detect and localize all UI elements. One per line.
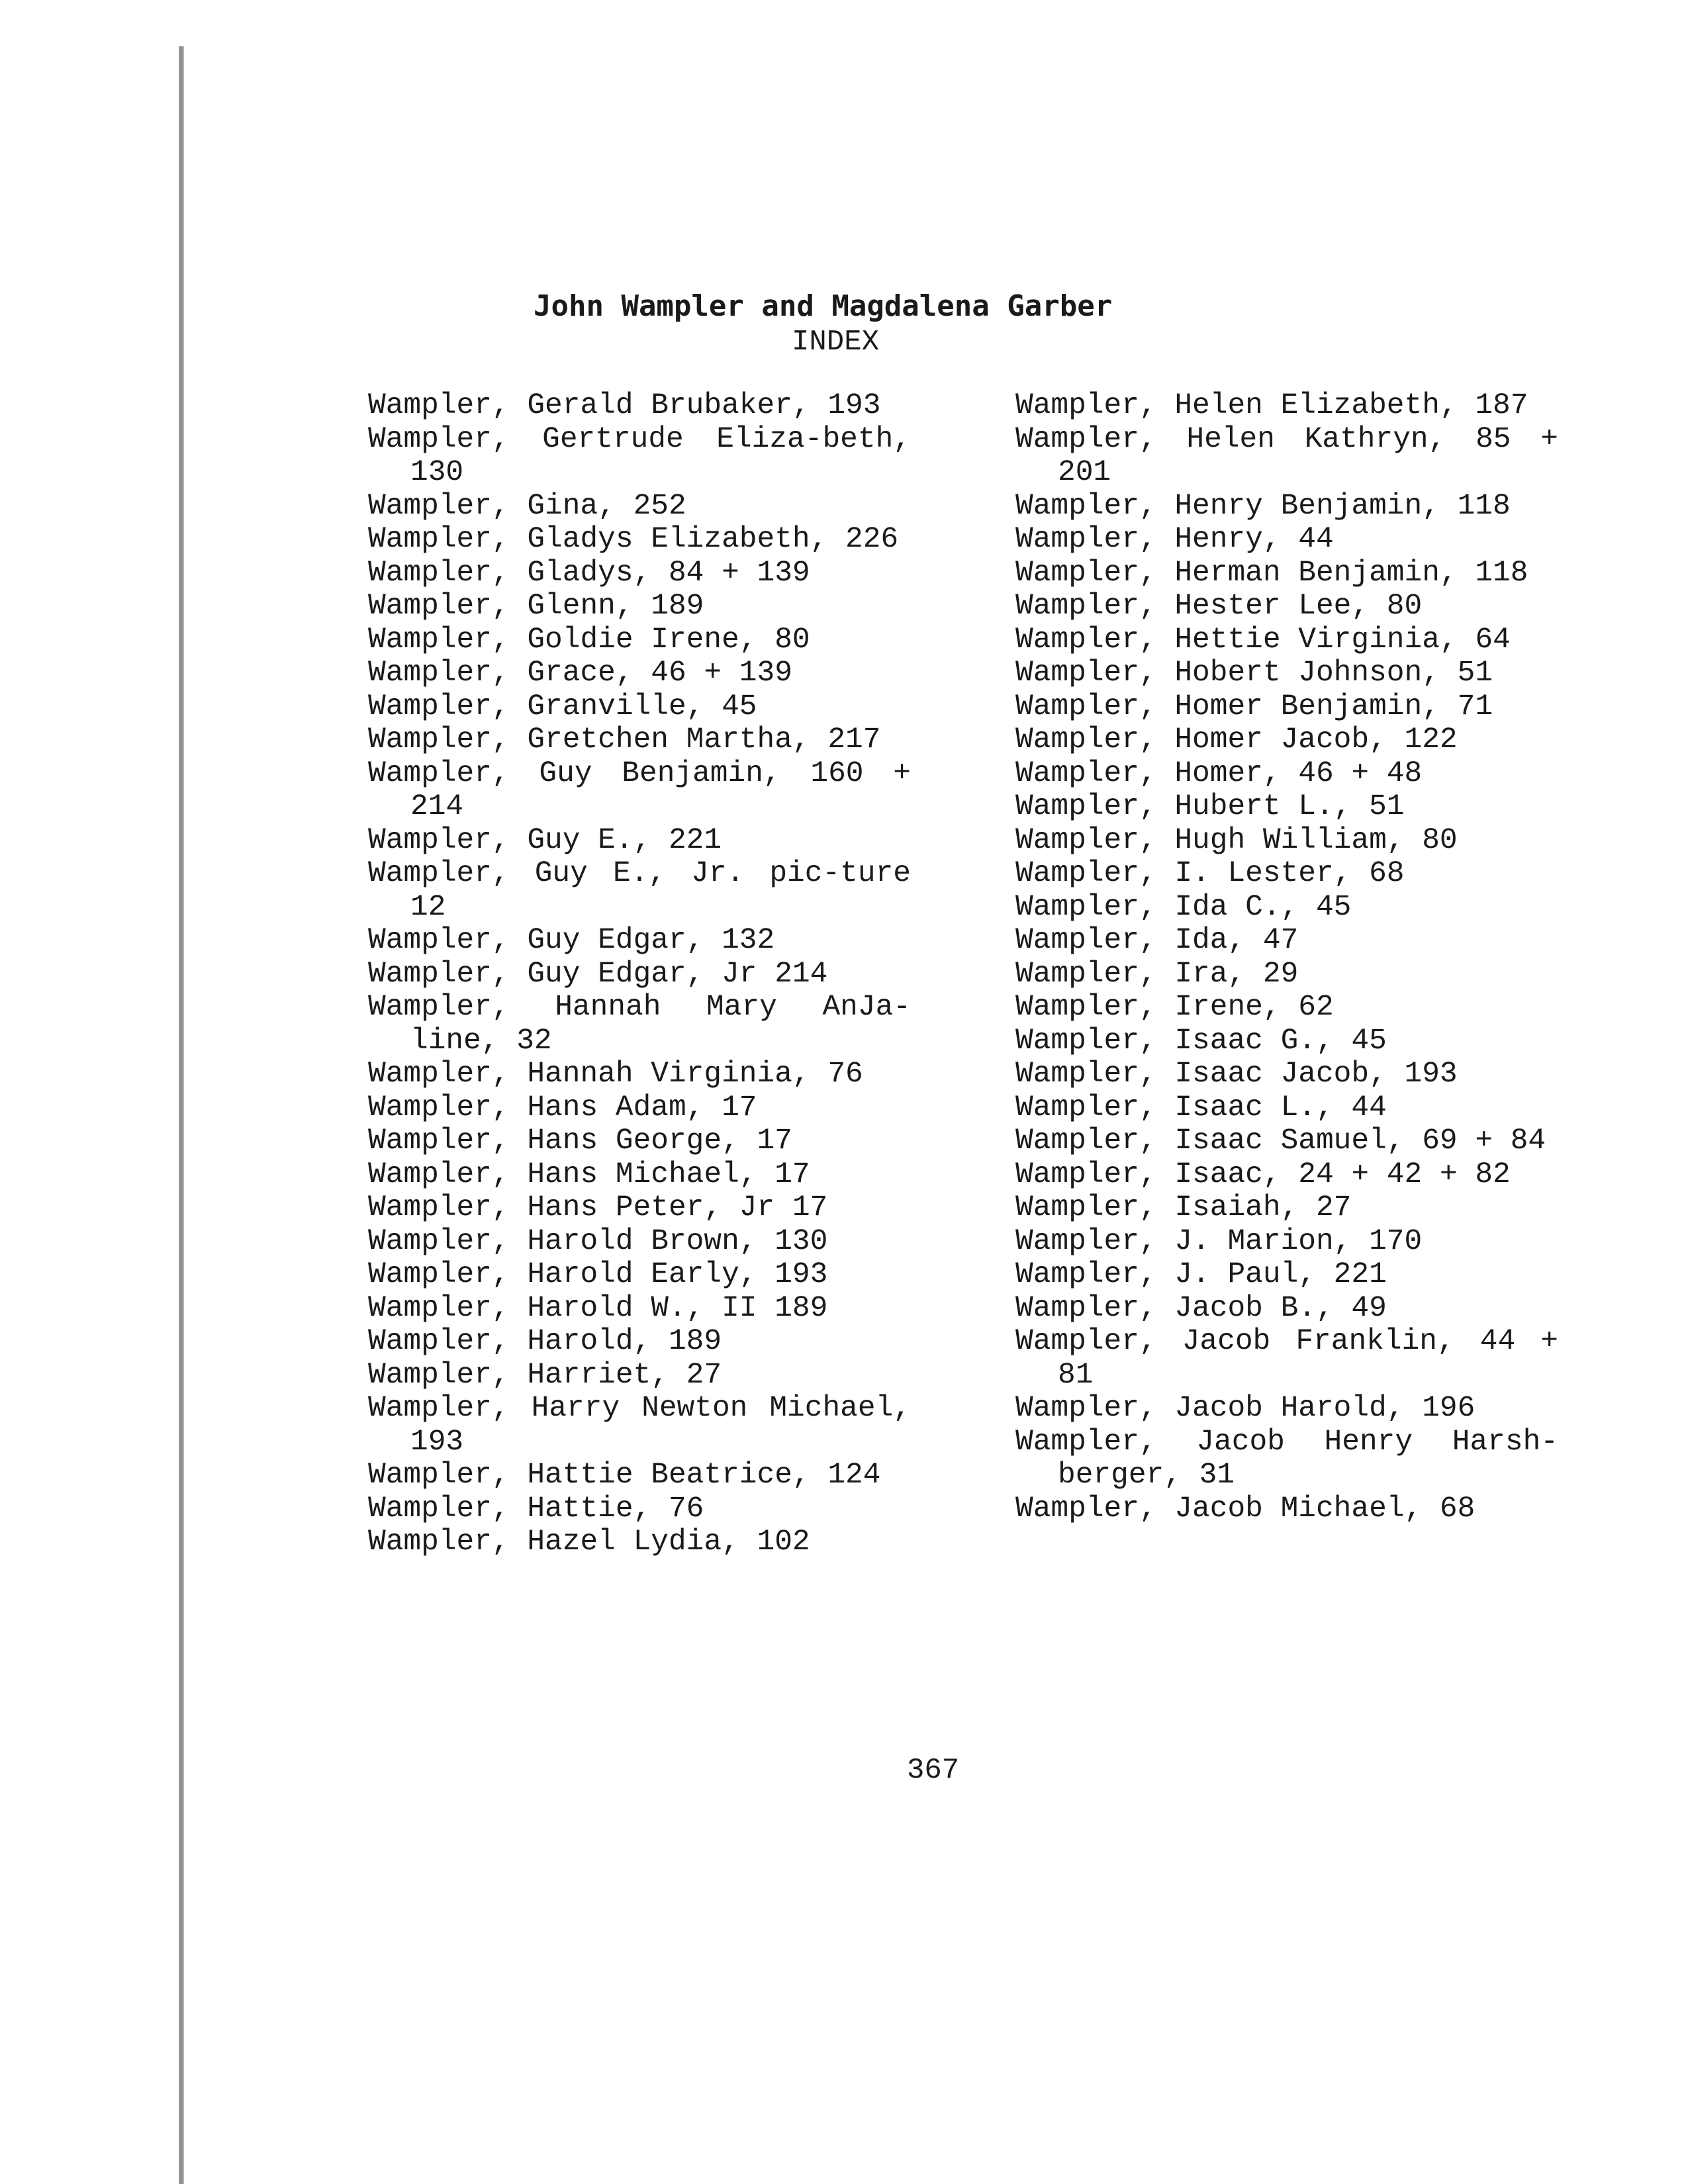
index-entry: Wampler, J. Paul, 221 bbox=[1015, 1258, 1387, 1291]
index-entry: Wampler, Gertrude Eliza-beth, 130 bbox=[368, 422, 911, 489]
index-entry: Wampler, Hans Michael, 17 bbox=[368, 1158, 810, 1191]
index-entry: Wampler, Hannah Mary AnJa-line, 32 bbox=[368, 991, 911, 1058]
index-entry: Wampler, Gladys Elizabeth, 226 bbox=[368, 523, 899, 556]
index-entry: Wampler, Hester Lee, 80 bbox=[1015, 590, 1423, 623]
index-entry: Wampler, Henry, 44 bbox=[1015, 523, 1334, 556]
index-entry: Wampler, Hubert L., 51 bbox=[1015, 790, 1405, 823]
page-subtitle: INDEX bbox=[792, 326, 880, 359]
index-entry: Wampler, Jacob Harold, 196 bbox=[1015, 1392, 1476, 1425]
index-entry: Wampler, Isaac Samuel, 69 + 84 bbox=[1015, 1124, 1546, 1158]
index-entry: Wampler, Gerald Brubaker, 193 bbox=[368, 389, 881, 422]
index-entry: Wampler, Isaiah, 27 bbox=[1015, 1191, 1352, 1224]
index-entry: Wampler, Gladys, 84 + 139 bbox=[368, 556, 810, 590]
index-entry: Wampler, Harold Early, 193 bbox=[368, 1258, 828, 1291]
index-entry: Wampler, Hans George, 17 bbox=[368, 1124, 792, 1158]
index-entry: Wampler, Jacob B., 49 bbox=[1015, 1291, 1387, 1325]
index-entry: Wampler, Harold, 189 bbox=[368, 1325, 722, 1358]
index-entry: Wampler, Goldie Irene, 80 bbox=[368, 623, 810, 657]
index-entry: Wampler, Grace, 46 + 139 bbox=[368, 657, 792, 690]
index-entry: Wampler, Guy Benjamin, 160 + 214 bbox=[368, 756, 911, 823]
index-entry: Wampler, Hobert Johnson, 51 bbox=[1015, 657, 1493, 690]
index-entry: Wampler, Hattie, 76 bbox=[368, 1492, 704, 1525]
index-entry: Wampler, Herman Benjamin, 118 bbox=[1015, 556, 1528, 590]
index-entry: Wampler, Hans Peter, Jr 17 bbox=[368, 1191, 828, 1224]
index-entry: Wampler, Harold W., II 189 bbox=[368, 1291, 828, 1325]
index-entry: Wampler, Harry Newton Michael, 193 bbox=[368, 1392, 911, 1459]
index-entry: Wampler, Harold Brown, 130 bbox=[368, 1224, 828, 1258]
index-entry: Wampler, Henry Benjamin, 118 bbox=[1015, 489, 1511, 523]
index-entry: Wampler, Isaac G., 45 bbox=[1015, 1024, 1387, 1058]
index-entry: Wampler, Isaac L., 44 bbox=[1015, 1091, 1387, 1124]
index-entry: Wampler, Hugh William, 80 bbox=[1015, 823, 1458, 857]
index-entry: Wampler, Hannah Virginia, 76 bbox=[368, 1058, 863, 1091]
index-entry: Wampler, Hettie Virginia, 64 bbox=[1015, 623, 1511, 657]
index-entry: Wampler, Guy E., Jr. pic-ture 12 bbox=[368, 857, 911, 924]
index-entry: Wampler, Jacob Henry Harsh-berger, 31 bbox=[1015, 1425, 1558, 1492]
page-number: 367 bbox=[907, 1754, 960, 1787]
index-entry: Wampler, Homer, 46 + 48 bbox=[1015, 756, 1423, 790]
index-entry: Wampler, Harriet, 27 bbox=[368, 1358, 722, 1392]
index-entry: Wampler, Guy Edgar, Jr 214 bbox=[368, 957, 828, 991]
index-entry: Wampler, Ira, 29 bbox=[1015, 957, 1299, 991]
index-entry: Wampler, Hans Adam, 17 bbox=[368, 1091, 757, 1124]
index-entry: Wampler, Ida C., 45 bbox=[1015, 890, 1352, 924]
index-entry: Wampler, Isaac, 24 + 42 + 82 bbox=[1015, 1158, 1511, 1191]
index-entry: Wampler, Jacob Franklin, 44 + 81 bbox=[1015, 1325, 1558, 1392]
index-entry: Wampler, Isaac Jacob, 193 bbox=[1015, 1058, 1458, 1091]
index-entry: Wampler, Gina, 252 bbox=[368, 489, 686, 523]
index-entry: Wampler, Homer Benjamin, 71 bbox=[1015, 690, 1493, 723]
index-entry: Wampler, Ida, 47 bbox=[1015, 924, 1299, 957]
index-entry: Wampler, Glenn, 189 bbox=[368, 590, 704, 623]
index-entry: Wampler, Helen Elizabeth, 187 bbox=[1015, 389, 1528, 422]
index-column-left bbox=[368, 389, 911, 1559]
index-entry: Wampler, Helen Kathryn, 85 + 201 bbox=[1015, 422, 1558, 489]
index-entry: Wampler, Irene, 62 bbox=[1015, 991, 1334, 1024]
index-entry: Wampler, I. Lester, 68 bbox=[1015, 857, 1405, 890]
index-entry: Wampler, Guy Edgar, 132 bbox=[368, 924, 775, 957]
index-entry: Wampler, J. Marion, 170 bbox=[1015, 1224, 1423, 1258]
index-entry: Wampler, Gretchen Martha, 217 bbox=[368, 723, 881, 756]
index-entry: Wampler, Hattie Beatrice, 124 bbox=[368, 1459, 881, 1492]
index-entry: Wampler, Hazel Lydia, 102 bbox=[368, 1525, 810, 1559]
index-entry: Wampler, Granville, 45 bbox=[368, 690, 757, 723]
index-entry: Wampler, Homer Jacob, 122 bbox=[1015, 723, 1458, 756]
index-entry: Wampler, Jacob Michael, 68 bbox=[1015, 1492, 1476, 1525]
index-entry: Wampler, Guy E., 221 bbox=[368, 823, 722, 857]
page-binding-edge bbox=[179, 46, 184, 2184]
page-title: John Wampler and Magdalena Garber bbox=[534, 289, 1113, 323]
index-column-right bbox=[1015, 389, 1558, 1525]
